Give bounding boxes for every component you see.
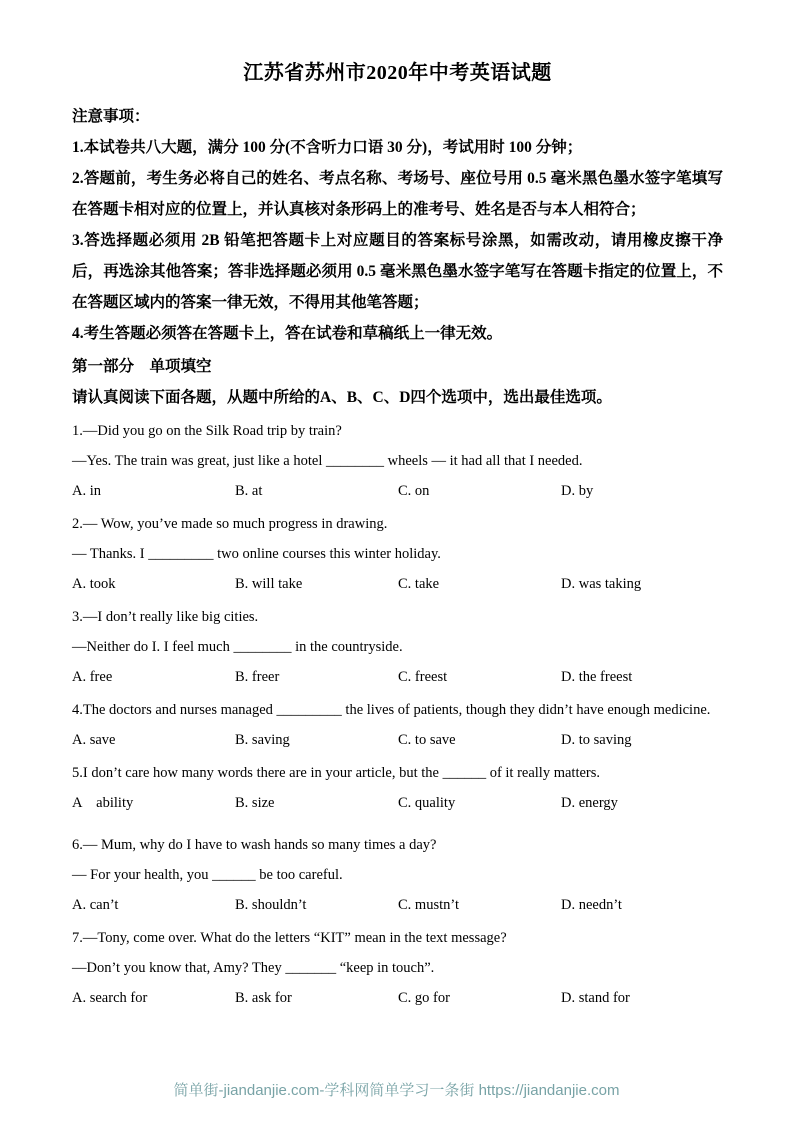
notes-heading: 注意事项：	[72, 108, 150, 125]
option-c: C. to save	[398, 732, 456, 748]
option-d: D. was taking	[561, 576, 642, 592]
question-2-options	[72, 569, 723, 599]
question-6	[72, 830, 723, 920]
option-a: A. took	[72, 576, 116, 592]
option-b: B. at	[235, 483, 263, 499]
option-c: C. freest	[398, 669, 448, 685]
option-d: D. by	[561, 483, 594, 499]
question-6-stem-line-2: — For your health, you ______ be too careful.	[72, 867, 343, 883]
question-5-options	[72, 788, 723, 818]
option-a: A. free	[72, 669, 113, 685]
question-1-stem-line-2: —Yes. The train was great, just like a hotel ________ wheels — it had all that I needed.	[72, 453, 583, 469]
footer: 简单街-jiandanjie.com-学科网简单学习一条街 https://jiandanjie.com	[173, 1082, 620, 1099]
question-2-stem-line-1: 2.— Wow, you’ve made so much progress in drawing.	[72, 516, 388, 532]
option-d: D. needn’t	[561, 897, 622, 913]
option-d: D. energy	[561, 795, 618, 811]
question-2	[72, 509, 723, 599]
option-a: A. in	[72, 483, 101, 499]
question-5	[72, 758, 723, 818]
option-a: A. search for	[72, 990, 148, 1006]
note-item-2: 2.答题前，考生务必将自己的姓名、考点名称、考场号、座位号用 0.5 毫米黑色墨水签字笔填写在答题卡相对应的位置上，并认真核对条形码上的准考号、姓名是否与本人相符合；	[72, 170, 723, 218]
question-4	[72, 695, 723, 755]
question-1-stem-line-1: 1.—Did you go on the Silk Road trip by train?	[72, 423, 342, 439]
option-d: D. stand for	[561, 990, 630, 1006]
option-a: A. can’t	[72, 897, 119, 913]
note-item-4: 4.考生答题必须答在答题卡上，答在试卷和草稿纸上一律无效。	[72, 325, 503, 342]
option-c: C. on	[398, 483, 430, 499]
option-b: B. shouldn’t	[235, 897, 307, 913]
option-b: B. size	[235, 795, 275, 811]
option-a: A ability	[72, 795, 134, 811]
question-5-stem-line-1: 5.I don’t care how many words there are in your article, but the ______ of it really matters.	[72, 765, 601, 781]
question-7-options	[72, 983, 723, 1013]
question-6-stem-line-1: 6.— Mum, why do I have to wash hands so many times a day?	[72, 837, 437, 853]
page-title: 江苏省苏州市2020年中考英语试题	[243, 62, 552, 84]
option-b: B. saving	[235, 732, 290, 748]
question-3-options	[72, 662, 723, 692]
option-b: B. ask for	[235, 990, 292, 1006]
question-7-stem-line-1: 7.—Tony, come over. What do the letters “KIT” mean in the text message?	[72, 930, 507, 946]
question-4-options	[72, 725, 723, 755]
question-3-stem-line-2: —Neither do I. I feel much ________ in the countryside.	[72, 639, 403, 655]
option-b: B. freer	[235, 669, 280, 685]
option-d: D. to saving	[561, 732, 632, 748]
question-3	[72, 602, 723, 692]
question-6-options	[72, 890, 723, 920]
option-c: C. go for	[398, 990, 450, 1006]
note-item-3: 3.答选择题必须用 2B 铅笔把答题卡上对应题目的答案标号涂黑，如需改动，请用橡皮擦干净后，再选涂其他答案；答非选择题必须用 0.5 毫米黑色墨水签字笔写在答题卡指定的位置上，不在答题区域内的答案一律无效，不得用其他笔答题；	[72, 232, 723, 311]
question-1-options	[72, 476, 723, 506]
option-c: C. take	[398, 576, 440, 592]
question-2-stem-line-2: — Thanks. I _________ two online courses this winter holiday.	[72, 546, 441, 562]
question-1	[72, 416, 723, 506]
question-7	[72, 923, 723, 1013]
note-item-1: 1.本试卷共八大题，满分 100 分(不含听力口语 30 分)，考试用时 100 分钟；	[72, 139, 583, 156]
section-heading: 第一部分 单项填空	[72, 358, 212, 375]
question-4-stem-line-1: 4.The doctors and nurses managed _________ the lives of patients, though they didn’t have enough medicine.	[72, 702, 711, 718]
question-3-stem-line-1: 3.—I don’t really like big cities.	[72, 609, 259, 625]
option-c: C. quality	[398, 795, 456, 811]
question-7-stem-line-2: —Don’t you know that, Amy? They _______ “keep in touch”.	[72, 960, 435, 976]
option-d: D. the freest	[561, 669, 633, 685]
option-a: A. save	[72, 732, 116, 748]
option-b: B. will take	[235, 576, 303, 592]
section-instructions: 请认真阅读下面各题，从题中所给的A、B、C、D四个选项中，选出最佳选项。	[72, 389, 612, 406]
option-c: C. mustn’t	[398, 897, 459, 913]
